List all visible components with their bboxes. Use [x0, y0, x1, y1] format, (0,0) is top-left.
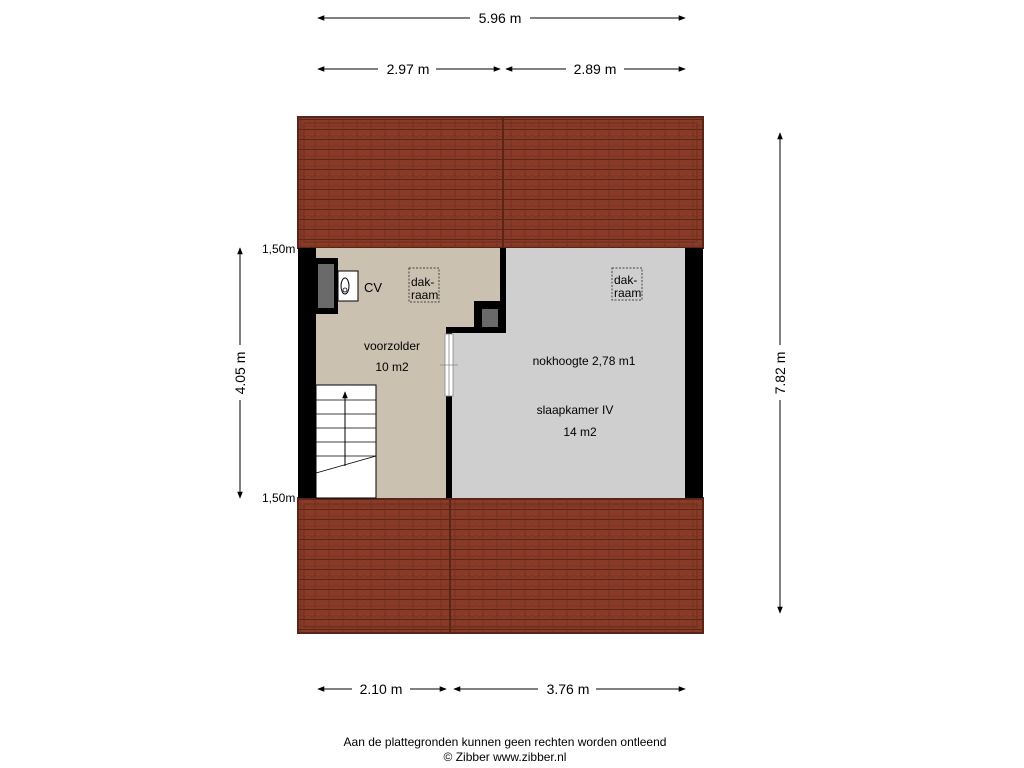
svg-text:2.10 m: 2.10 m — [359, 681, 403, 697]
svg-text:4.05 m: 4.05 m — [232, 351, 248, 395]
dim-bottom-left — [318, 681, 446, 697]
svg-text:2.89 m: 2.89 m — [573, 61, 617, 77]
staircase — [316, 385, 376, 498]
height-label-top: 1,50m — [262, 242, 296, 256]
dim-total-width — [318, 10, 685, 26]
room-voorzolder-name: voorzolder — [363, 339, 421, 353]
dim-left-width — [318, 61, 500, 77]
svg-text:7.82 m: 7.82 m — [772, 351, 788, 395]
svg-text:5.96 m: 5.96 m — [478, 10, 522, 26]
wall-niche — [316, 258, 338, 314]
cv-unit-icon — [338, 271, 358, 301]
dim-bottom-right — [454, 681, 685, 697]
svg-text:raam: raam — [614, 286, 642, 300]
cv-label: CV — [364, 280, 383, 295]
footer-credit: © Zibber www.zibber.nl — [443, 750, 567, 764]
footer-disclaimer: Aan de plattegronden kunnen geen rechten worden ontleend — [343, 735, 667, 749]
ridge-height-label: nokhoogte 2,78 m1 — [532, 354, 636, 368]
height-label-bottom: 1,50m — [262, 491, 296, 505]
dim-inner-depth — [232, 248, 248, 498]
room-voorzolder-area: 10 m2 — [375, 360, 409, 374]
svg-text:raam: raam — [411, 288, 439, 302]
room-slaapkamer-area: 14 m2 — [563, 425, 597, 439]
dim-right-width — [506, 61, 685, 77]
dim-total-depth — [772, 133, 788, 613]
room-slaapkamer-name: slaapkamer IV — [536, 403, 614, 417]
svg-text:dak-: dak- — [614, 273, 638, 287]
roof-bottom — [298, 498, 703, 633]
chimney — [474, 301, 506, 333]
roof-top — [298, 117, 703, 248]
svg-text:2.97 m: 2.97 m — [386, 61, 430, 77]
svg-text:3.76 m: 3.76 m — [546, 681, 590, 697]
svg-text:dak-: dak- — [411, 275, 435, 289]
